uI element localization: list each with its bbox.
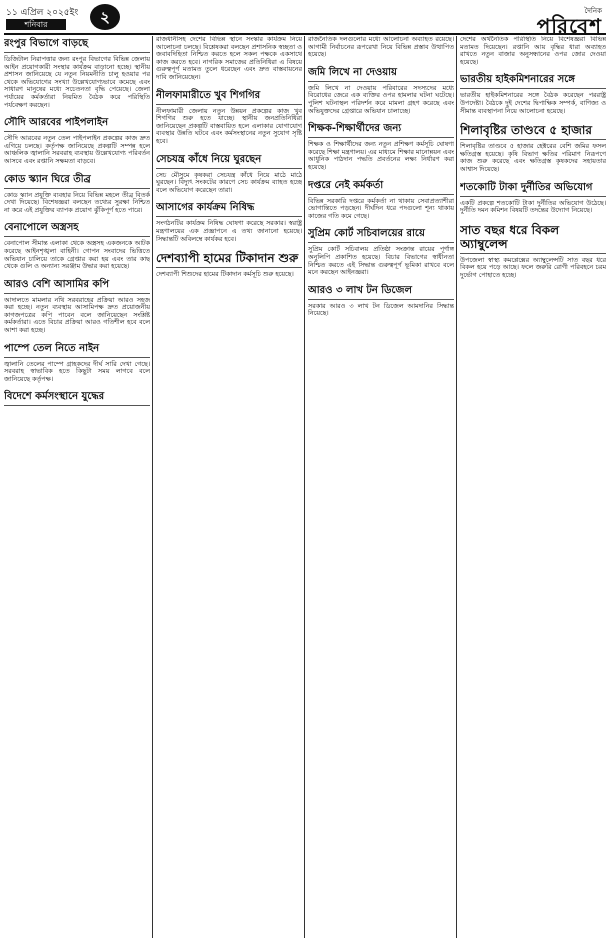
article [4,220,150,270]
column-divider [456,36,457,938]
article-headline[interactable]: রংপুর বিভাগে বাড়ছে [4,36,150,53]
article-headline[interactable]: শিক্ষক-শিক্ষার্থীদের জন্য [308,121,454,138]
article [4,36,150,109]
article [4,341,150,384]
article [308,121,454,171]
article [460,180,606,215]
article [460,36,606,66]
article [156,249,302,279]
article-headline[interactable]: বেনাপোলে অস্ত্রসহ [4,220,150,237]
article [308,65,454,115]
article-headline[interactable]: সুপ্রিম কোর্ট সচিবালয়ের রায়ে [308,226,454,243]
article-body: সুপ্রিম কোর্ট সচিবালয় প্রতিষ্ঠা সংক্রান্ত রায়ের পূর্ণাঙ্গ অনুলিপি প্রকাশিত হয়েছে। বিচার বিভাগের স্বাধীনতা নিশ্চিত করতে এই সিদ্ধান্ত গুরুত্বপূর্ণ ভূমিকা রাখবে বলে মনে করছেন আইনজ্ঞরা। [308,245,454,277]
article-body: নীলফামারী জেলায় নতুন উন্নয়ন প্রকল্পের কাজ খুব শিগগির শুরু হতে যাচ্ছে। স্থানীয় জনপ্রতিনিধিরা জানিয়েছেন প্রকল্পটি বাস্তবায়িত হলে এলাকার যোগাযোগ ব্যবস্থার উন্নতি ঘটবে এবং কর্মসংস্থানের নতুন সুযোগ সৃষ্টি হবে। [156,106,302,145]
article-body: বেনাপোল সীমান্ত এলাকা থেকে অস্ত্রসহ একজনকে আটক করেছে আইনশৃঙ্খলা বাহিনী। গোপন সংবাদের ভিত্তিতে অভিযান চালিয়ে তাকে গ্রেপ্তার করা হয় এবং তার কাছ থেকে গুলি ও অন্যান্য সরঞ্জাম উদ্ধার করা হয়েছে। [4,239,150,271]
article-body: সংগঠনটির কার্যক্রম নিষিদ্ধ ঘোষণা করেছে সরকার। স্বরাষ্ট্র মন্ত্রণালয়ের এক প্রজ্ঞাপনে এ তথ্য জানানো হয়েছে। সিদ্ধান্তটি অবিলম্বে কার্যকর হবে। [156,219,302,243]
article [460,72,606,115]
article [4,389,150,406]
article-body: শিক্ষক ও শিক্ষার্থীদের জন্য নতুন প্রশিক্ষণ কর্মসূচি ঘোষণা করেছে শিক্ষা মন্ত্রণালয়। এর মাধ্যমে শিক্ষার মানোন্নয়ন এবং আধুনিক পাঠদান পদ্ধতি প্রবর্তনের লক্ষ্য নির্ধারণ করা হয়েছে। [308,140,454,171]
article-headline[interactable]: বিদেশে কর্মসংস্থানে যুদ্ধের [4,389,150,406]
article-headline[interactable]: শতকোটি টাকা দুর্নীতির অভিযোগ [460,180,606,197]
article [156,88,302,146]
article [308,226,454,276]
article-body: সেচ মৌসুমে কৃষকরা সেচযন্ত্র কাঁধে নিয়ে মাঠে মাঠে ঘুরছেন। বিদ্যুৎ সংকটের কারণে সেচ কার্যক্রম ব্যাহত হচ্ছে বলে অভিযোগ করেছেন তারা। [156,170,302,194]
article-body: ডিজিটাল নিরাপত্তার জন্য রংপুর বিভাগের বিভিন্ন জেলায় আইন প্রয়োগকারী সংস্থার কার্যক্রম বাড়ানো হচ্ছে। স্থানীয় প্রশাসন জানিয়েছে যে নতুন নিয়মনীতি চালু হওয়ার পর থেকে অভিযোগের সংখ্যা উল্লেখযোগ্যভাবে কমেছে এবং সাধারণ মানুষের মধ্যে সচেতনতা বৃদ্ধি পেয়েছে। জেলা পর্যায়ের কর্মকর্তারা নিয়মিত বৈঠক করে পরিস্থিতি পর্যবেক্ষণ করছেন। [4,55,150,109]
page-number-badge: ২ [90,4,120,30]
article-body: দেশব্যাপী শিশুদের হামের টিকাদান কর্মসূচি শুরু হয়েছে। [156,270,294,279]
issue-day: শনিবার [6,19,66,30]
issue-date: ১১ এপ্রিল ২০২৫ইং [6,8,79,18]
column-3 [308,36,454,938]
article-body: আদালতে মামলার নথি সরবরাহের প্রক্রিয়া আরও সহজ করা হচ্ছে। নতুন ব্যবস্থায় আসামিপক্ষ দ্রুত প্রয়োজনীয় কাগজপত্রের কপি পাবেন বলে জানিয়েছেন সংশ্লিষ্ট কর্মকর্তারা। এতে বিচার প্রক্রিয়া আরও গতিশীল হবে বলে আশা করা হচ্ছে। [4,295,150,335]
logo-title: পরিবেশ [536,14,602,38]
article-headline[interactable]: জমি লিখে না দেওয়ায় [308,65,454,82]
article-headline[interactable]: দেশব্যাপী হামের টিকাদান শুরু [156,249,302,268]
column-divider [304,36,305,938]
article-body: ভারতীয় হাইকমিশনারের সঙ্গে বৈঠক করেছেন পররাষ্ট্র উপদেষ্টা। বৈঠকে দুই দেশের দ্বিপাক্ষিক সম্পর্ক, বাণিজ্য ও সীমান্ত ব্যবস্থাপনা নিয়ে আলোচনা হয়েছে। [460,91,606,115]
column-1 [4,36,150,938]
article-headline[interactable]: সৌদি আরবের পাইপলাইন [4,115,150,132]
article-body: কোড স্ক্যান প্রযুক্তি ব্যবহার নিয়ে বিভিন্ন মহলে তীব্র বিতর্ক দেখা দিয়েছে। বিশেষজ্ঞরা বলছেন তথ্যের সুরক্ষা নিশ্চিত না করে এই প্রযুক্তির ব্যাপক প্রয়োগ ঝুঁকিপূর্ণ হতে পারে। [4,190,150,214]
article [308,283,454,318]
article-body: দেশের অর্থনৈতিক পরিস্থিতি নিয়ে বিশেষজ্ঞরা বিভিন্ন মতামত দিয়েছেন। রপ্তানি আয় বৃদ্ধির ধারা অব্যাহত রাখতে নতুন বাজার অনুসন্ধানের ওপর জোর দেওয়া হয়েছে। [460,36,606,66]
article [4,172,150,215]
column-4 [460,36,606,938]
article-headline[interactable]: ভারতীয় হাইকমিশনারের সঙ্গে [460,72,606,89]
article [460,121,606,173]
article-body: সরকার আরও ৩ লাখ টন ডিজেল আমদানির সিদ্ধান্ত নিয়েছে। [308,301,454,318]
article-body: শিলাবৃষ্টির তাণ্ডবে ৫ হাজার হেক্টরের বেশি জমির ফসল ক্ষতিগ্রস্ত হয়েছে। কৃষি বিভাগ ক্ষতির পরিমাণ নিরূপণে কাজ শুরু করেছে এবং ক্ষতিগ্রস্ত কৃষকদের সহায়তার আশ্বাস দিয়েছে। [460,142,606,173]
article-headline[interactable]: আসাগের কার্যক্রম নিষিদ্ধ [156,200,302,217]
article-headline[interactable]: সাত বছর ধরে বিকল অ্যাম্বুলেন্স [460,221,606,254]
article-body: উপজেলা স্বাস্থ্য কমপ্লেক্সের অ্যাম্বুলেন্সটি সাত বছর ধরে বিকল হয়ে পড়ে আছে। ফলে জরুরি রোগী পরিবহনে চরম দুর্ভোগ পোহাতে হচ্ছে। [460,255,606,279]
article-body: রাজধানীসহ দেশের বিভিন্ন স্থানে সংস্কার কার্যক্রম নিয়ে আলোচনা চলছে। বিশ্লেষকরা বলছেন প্রশাসনিক স্বচ্ছতা ও জবাবদিহিতা নিশ্চিত করতে হলে সকল পক্ষকে একসাথে কাজ করতে হবে। নাগরিক সমাজের প্রতিনিধিরা এ বিষয়ে গুরুত্বপূর্ণ মতামত তুলে ধরেছেন এবং দ্রুত বাস্তবায়নের দাবি জানিয়েছেন। [156,36,302,81]
logo-small-text: দৈনিক [584,7,602,15]
article-body: একটি প্রকল্পে শতকোটি টাকা দুর্নীতির অভিযোগ উঠেছে। দুর্নীতি দমন কমিশন বিষয়টি তদন্তের উদ্যোগ নিয়েছে। [460,198,606,215]
article-headline[interactable]: আরও বেশি আসামির কপি [4,277,150,294]
article-headline[interactable]: পাম্পে তেল নিতে নাইন [4,341,150,358]
article [460,221,606,280]
article-body: রাজনৈতিক দলগুলোর মধ্যে আলোচনা অব্যাহত রয়েছে। আগামী নির্বাচনের রূপরেখা নিয়ে বিভিন্ন প্রস্তাব উত্থাপিত হয়েছে। [308,36,454,59]
article [156,152,302,195]
article-body: জমি লিখে না দেওয়ায় পরিবারের সদস্যদের মধ্যে বিরোধের জেরে এক ব্যক্তির ওপর হামলার ঘটনা ঘটেছে। পুলিশ ঘটনাস্থল পরিদর্শন করে মামলা গ্রহণ করেছে এবং অভিযুক্তদের গ্রেপ্তারে অভিযান চালাচ্ছে। [308,83,454,115]
article [4,115,150,165]
article-headline[interactable]: কোড স্ক্যান ঘিরে তীব্র [4,172,150,189]
article [308,178,454,221]
newspaper-logo [536,5,602,38]
column-2 [156,36,302,938]
article [156,36,302,82]
article-body: সৌদি আরবের নতুন তেল পাইপলাইন প্রকল্পের কাজ দ্রুত এগিয়ে চলছে। কর্তৃপক্ষ জানিয়েছে প্রকল্পটি সম্পন্ন হলে আঞ্চলিক জ্বালানি সরবরাহ ব্যবস্থায় উল্লেখযোগ্য পরিবর্তন আসবে এবং রপ্তানি সক্ষমতা বাড়বে। [4,134,150,165]
article-headline[interactable]: সেচযন্ত্র কাঁধে নিয়ে ঘুরছেন [156,152,302,169]
article-body: বিভিন্ন সরকারি দপ্তরে কর্মকর্তা না থাকায় সেবাপ্রত্যাশীরা ভোগান্তিতে পড়ছেন। দীর্ঘদিন ধরে পদগুলো শূন্য থাকায় কাজের গতি কমে গেছে। [308,196,454,220]
article-headline[interactable]: নীলফামারীতে খুব শিগগির [156,88,302,105]
column-divider [152,36,153,938]
article-headline[interactable]: শিলাবৃষ্টির তাণ্ডবে ৫ হাজার [460,121,606,140]
masthead [4,3,606,38]
article-headline[interactable]: আরও ৩ লাখ টন ডিজেল [308,283,454,300]
article [156,200,302,243]
article-body: জ্বালানি তেলের পাম্পে গ্রাহকদের দীর্ঘ সারি দেখা গেছে। সরবরাহ স্বাভাবিক হতে কিছুটা সময় লাগবে বলে জানিয়েছে কর্তৃপক্ষ। [4,359,150,383]
article-headline[interactable]: দপ্তরে নেই কর্মকর্তা [308,178,454,195]
article [4,277,150,335]
article [308,36,454,59]
